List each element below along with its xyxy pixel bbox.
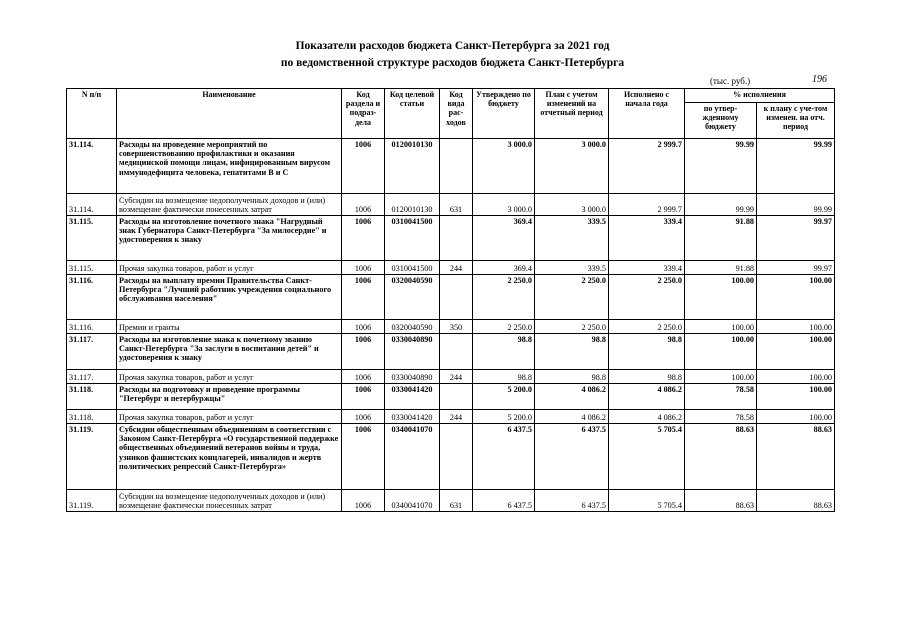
row-razdel: 1006 bbox=[342, 384, 385, 410]
row-executed: 2 999.7 bbox=[609, 139, 685, 194]
row-pct-approved: 99.99 bbox=[685, 194, 757, 216]
row-pct-approved: 78.58 bbox=[685, 410, 757, 424]
table-row bbox=[67, 424, 835, 490]
row-pct-plan: 99.99 bbox=[757, 139, 835, 194]
row-executed: 98.8 bbox=[609, 370, 685, 384]
row-statia: 0310041500 bbox=[385, 216, 440, 261]
row-num: 31.114. bbox=[67, 194, 117, 216]
row-executed: 2 250.0 bbox=[609, 275, 685, 320]
row-pct-plan: 88.63 bbox=[757, 490, 835, 512]
header-pct: % исполнения bbox=[685, 89, 835, 103]
row-pct-approved: 100.00 bbox=[685, 275, 757, 320]
table-row bbox=[67, 275, 835, 320]
row-razdel: 1006 bbox=[342, 370, 385, 384]
row-pct-plan: 100.00 bbox=[757, 320, 835, 334]
expenditure-table bbox=[66, 88, 835, 512]
row-razdel: 1006 bbox=[342, 261, 385, 275]
row-plan: 339.5 bbox=[535, 261, 609, 275]
row-num: 31.114. bbox=[67, 139, 117, 194]
row-approved: 369.4 bbox=[473, 216, 535, 261]
row-plan: 2 250.0 bbox=[535, 275, 609, 320]
row-statia: 0330040890 bbox=[385, 334, 440, 370]
header-plan: План с учетом изменений на отчетный период bbox=[535, 89, 609, 139]
row-pct-approved: 91.88 bbox=[685, 216, 757, 261]
row-plan: 98.8 bbox=[535, 334, 609, 370]
row-approved: 98.8 bbox=[473, 334, 535, 370]
row-approved: 2 250.0 bbox=[473, 320, 535, 334]
table-row bbox=[67, 384, 835, 410]
table-row bbox=[67, 139, 835, 194]
row-razdel: 1006 bbox=[342, 216, 385, 261]
row-executed: 4 086.2 bbox=[609, 410, 685, 424]
page-number: 196 bbox=[812, 74, 827, 85]
row-razdel: 1006 bbox=[342, 275, 385, 320]
row-pct-plan: 99.97 bbox=[757, 216, 835, 261]
row-vid: 244 bbox=[440, 261, 473, 275]
row-plan: 4 086.2 bbox=[535, 410, 609, 424]
header-pct-approved: по утвер-жденному бюджету bbox=[685, 103, 757, 139]
table-row bbox=[67, 261, 835, 275]
row-name: Субсидии на возмещение недополученных доходов и (или) возмещение фактически понесенных затрат bbox=[117, 194, 342, 216]
row-executed: 5 705.4 bbox=[609, 490, 685, 512]
row-num: 31.118. bbox=[67, 410, 117, 424]
row-name: Расходы на подготовку и проведение программы "Петербург и петербуржцы" bbox=[117, 384, 342, 410]
row-plan: 4 086.2 bbox=[535, 384, 609, 410]
row-name: Прочая закупка товаров, работ и услуг bbox=[117, 410, 342, 424]
table-row bbox=[67, 370, 835, 384]
row-executed: 339.4 bbox=[609, 216, 685, 261]
row-name: Субсидии на возмещение недополученных доходов и (или) возмещение фактически понесенных затрат bbox=[117, 490, 342, 512]
row-name: Расходы на проведение мероприятий по совершенствованию профилактики и оказания медицинской помощи лицам, инфицированным вирусом иммунодефицита человека, гепатитами В и С bbox=[117, 139, 342, 194]
row-statia: 0320040590 bbox=[385, 275, 440, 320]
row-pct-approved: 78.58 bbox=[685, 384, 757, 410]
header-razdel: Код раздела и подраз-дела bbox=[342, 89, 385, 139]
row-plan: 3 000.0 bbox=[535, 194, 609, 216]
row-razdel: 1006 bbox=[342, 334, 385, 370]
row-vid: 350 bbox=[440, 320, 473, 334]
row-plan: 6 437.5 bbox=[535, 490, 609, 512]
row-name: Субсидии общественным объединениям в соответствии с Законом Санкт-Петербурга «О государственной поддержке общественных объединений ветеранов войны и труда, узников фашистских концлагерей, инвалидов и жертв политических репрессий Санкт-Петербурга» bbox=[117, 424, 342, 490]
row-vid: 244 bbox=[440, 370, 473, 384]
row-approved: 98.8 bbox=[473, 370, 535, 384]
row-executed: 5 705.4 bbox=[609, 424, 685, 490]
row-num: 31.115. bbox=[67, 261, 117, 275]
row-plan: 3 000.0 bbox=[535, 139, 609, 194]
row-pct-approved: 88.63 bbox=[685, 424, 757, 490]
row-approved: 6 437.5 bbox=[473, 490, 535, 512]
row-executed: 4 086.2 bbox=[609, 384, 685, 410]
header-name: Наименование bbox=[117, 89, 342, 139]
row-num: 31.116. bbox=[67, 275, 117, 320]
row-pct-plan: 99.99 bbox=[757, 194, 835, 216]
row-pct-approved: 91.88 bbox=[685, 261, 757, 275]
row-plan: 339.5 bbox=[535, 216, 609, 261]
row-name: Расходы на выплату премии Правительства Санкт-Петербурга "Лучший работник учреждения социального обслуживания населения" bbox=[117, 275, 342, 320]
row-approved: 3 000.0 bbox=[473, 194, 535, 216]
table-row bbox=[67, 320, 835, 334]
row-razdel: 1006 bbox=[342, 139, 385, 194]
row-plan: 6 437.5 bbox=[535, 424, 609, 490]
row-razdel: 1006 bbox=[342, 194, 385, 216]
units-label: (тыс. руб.) bbox=[710, 76, 751, 86]
row-statia: 0340041070 bbox=[385, 424, 440, 490]
row-approved: 2 250.0 bbox=[473, 275, 535, 320]
row-name: Расходы на изготовление знака к почетному званию Санкт-Петербурга "За заслуги в воспитании детей" и удостоверения к знаку bbox=[117, 334, 342, 370]
row-name: Премии и гранты bbox=[117, 320, 342, 334]
row-plan: 98.8 bbox=[535, 370, 609, 384]
row-pct-approved: 88.63 bbox=[685, 490, 757, 512]
row-approved: 5 200.0 bbox=[473, 410, 535, 424]
row-executed: 2 250.0 bbox=[609, 320, 685, 334]
row-statia: 0120010130 bbox=[385, 194, 440, 216]
row-vid bbox=[440, 384, 473, 410]
row-statia: 0330040890 bbox=[385, 370, 440, 384]
row-statia: 0340041070 bbox=[385, 490, 440, 512]
row-razdel: 1006 bbox=[342, 424, 385, 490]
row-statia: 0330041420 bbox=[385, 384, 440, 410]
row-num: 31.119. bbox=[67, 424, 117, 490]
table-row bbox=[67, 490, 835, 512]
row-razdel: 1006 bbox=[342, 320, 385, 334]
report-title: Показатели расходов бюджета Санкт-Петербурга за 2021 год bbox=[295, 40, 610, 52]
row-approved: 5 200.0 bbox=[473, 384, 535, 410]
header-approved: Утверждено по бюджету bbox=[473, 89, 535, 139]
report-subtitle: по ведомственной структуре расходов бюджета Санкт-Петербурга bbox=[280, 57, 625, 69]
row-vid bbox=[440, 216, 473, 261]
row-pct-plan: 100.00 bbox=[757, 384, 835, 410]
row-pct-approved: 100.00 bbox=[685, 320, 757, 334]
row-pct-approved: 100.00 bbox=[685, 334, 757, 370]
row-executed: 339.4 bbox=[609, 261, 685, 275]
row-plan: 2 250.0 bbox=[535, 320, 609, 334]
row-num: 31.117. bbox=[67, 370, 117, 384]
row-vid: 631 bbox=[440, 490, 473, 512]
row-pct-plan: 99.97 bbox=[757, 261, 835, 275]
row-vid bbox=[440, 424, 473, 490]
row-statia: 0310041500 bbox=[385, 261, 440, 275]
row-pct-plan: 100.00 bbox=[757, 410, 835, 424]
row-approved: 3 000.0 bbox=[473, 139, 535, 194]
table-row bbox=[67, 334, 835, 370]
row-pct-plan: 88.63 bbox=[757, 424, 835, 490]
table-row bbox=[67, 194, 835, 216]
row-statia: 0320040590 bbox=[385, 320, 440, 334]
row-name: Расходы на изготовление почетного знака "Нагрудный знак Губернатора Санкт-Петербурга "За милосердие" и удостоверения к знаку bbox=[117, 216, 342, 261]
row-approved: 369.4 bbox=[473, 261, 535, 275]
row-num: 31.118. bbox=[67, 384, 117, 410]
row-num: 31.119. bbox=[67, 490, 117, 512]
row-pct-plan: 100.00 bbox=[757, 275, 835, 320]
row-executed: 2 999.7 bbox=[609, 194, 685, 216]
row-statia: 0330041420 bbox=[385, 410, 440, 424]
header-num: N п/п bbox=[67, 89, 117, 139]
row-num: 31.116. bbox=[67, 320, 117, 334]
row-razdel: 1006 bbox=[342, 490, 385, 512]
row-pct-approved: 99.99 bbox=[685, 139, 757, 194]
row-vid: 244 bbox=[440, 410, 473, 424]
row-executed: 98.8 bbox=[609, 334, 685, 370]
header-executed: Исполнено с начала года bbox=[609, 89, 685, 139]
row-razdel: 1006 bbox=[342, 410, 385, 424]
row-vid: 631 bbox=[440, 194, 473, 216]
header-statia: Код целевой статьи bbox=[385, 89, 440, 139]
row-vid bbox=[440, 139, 473, 194]
header-pct-plan: к плану с уче-том изменен. на отч. период bbox=[757, 103, 835, 139]
row-vid bbox=[440, 334, 473, 370]
row-name: Прочая закупка товаров, работ и услуг bbox=[117, 370, 342, 384]
table-row bbox=[67, 216, 835, 261]
row-num: 31.115. bbox=[67, 216, 117, 261]
row-pct-plan: 100.00 bbox=[757, 334, 835, 370]
row-pct-plan: 100.00 bbox=[757, 370, 835, 384]
row-approved: 6 437.5 bbox=[473, 424, 535, 490]
row-name: Прочая закупка товаров, работ и услуг bbox=[117, 261, 342, 275]
row-pct-approved: 100.00 bbox=[685, 370, 757, 384]
header-vid: Код вида рас-ходов bbox=[440, 89, 473, 139]
table-row bbox=[67, 410, 835, 424]
row-statia: 0120010130 bbox=[385, 139, 440, 194]
row-num: 31.117. bbox=[67, 334, 117, 370]
row-vid bbox=[440, 275, 473, 320]
